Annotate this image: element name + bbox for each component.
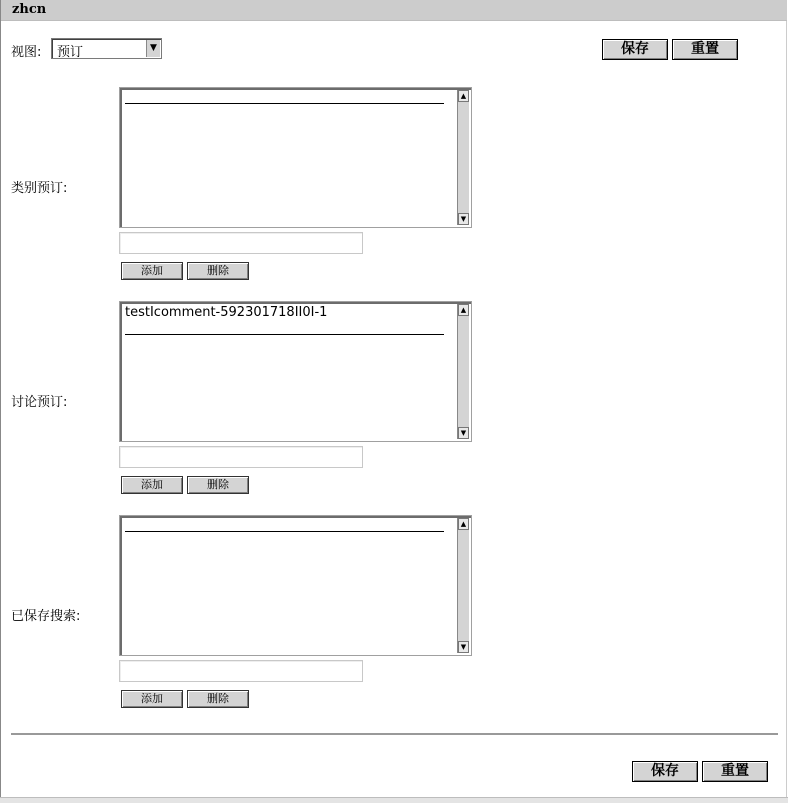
category-subscription-input[interactable] [119, 232, 363, 254]
scroll-up-icon[interactable]: ▲ [458, 304, 469, 316]
scroll-down-icon[interactable]: ▼ [458, 213, 469, 225]
category-add-button[interactable]: 添加 [121, 262, 183, 280]
saved-search-input[interactable] [119, 660, 363, 682]
reset-button-top[interactable]: 重置 [672, 39, 738, 60]
list-divider [125, 103, 444, 104]
status-bar [0, 797, 788, 803]
list-scrollbar[interactable] [457, 90, 469, 225]
category-delete-button[interactable]: 删除 [187, 262, 249, 280]
category-subscriptions-label: 类别预订: [11, 181, 68, 196]
chevron-down-icon[interactable]: ▼ [146, 40, 160, 57]
view-label: 视图: [11, 45, 42, 60]
discussion-subscription-input[interactable] [119, 446, 363, 468]
scroll-up-icon[interactable]: ▲ [458, 518, 469, 530]
list-item[interactable]: testIcomment-592301718II0I-1 [125, 305, 328, 320]
save-button-bottom[interactable]: 保存 [632, 761, 698, 782]
scroll-down-icon[interactable]: ▼ [458, 641, 469, 653]
scroll-down-icon[interactable]: ▼ [458, 427, 469, 439]
saved-search-add-button[interactable]: 添加 [121, 690, 183, 708]
list-scrollbar[interactable] [457, 518, 469, 653]
list-divider [125, 334, 444, 335]
view-select-value: 预订 [57, 45, 84, 60]
view-select[interactable] [51, 38, 162, 59]
list-divider [125, 531, 444, 532]
reset-button-bottom[interactable]: 重置 [702, 761, 768, 782]
section-divider [11, 733, 778, 735]
saved-searches-list[interactable] [119, 515, 472, 656]
discussion-delete-button[interactable]: 删除 [187, 476, 249, 494]
discussion-subscriptions-list[interactable] [119, 301, 472, 442]
saved-search-delete-button[interactable]: 删除 [187, 690, 249, 708]
scroll-up-icon[interactable]: ▲ [458, 90, 469, 102]
category-subscriptions-list[interactable] [119, 87, 472, 228]
discussion-add-button[interactable]: 添加 [121, 476, 183, 494]
window-title: zhcn [1, 0, 787, 21]
save-button-top[interactable]: 保存 [602, 39, 668, 60]
discussion-subscriptions-label: 讨论预订: [11, 395, 68, 410]
list-scrollbar[interactable] [457, 304, 469, 439]
saved-searches-label: 已保存搜索: [11, 609, 81, 624]
